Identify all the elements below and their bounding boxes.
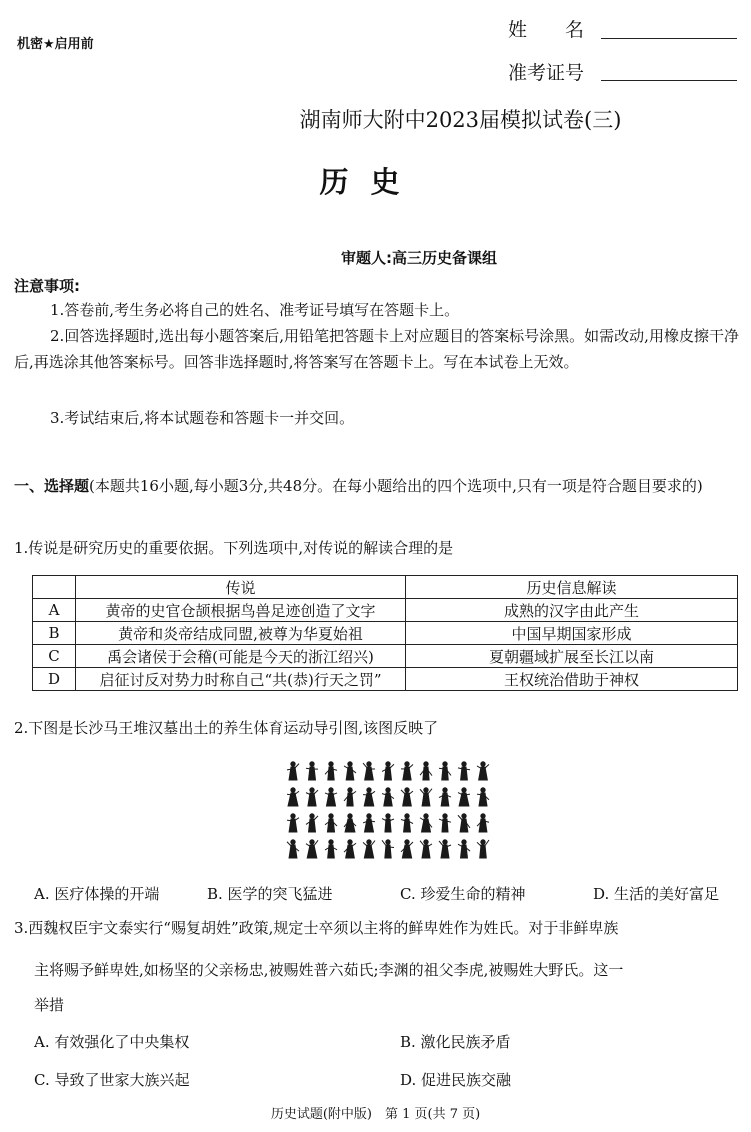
question-3-option-c[interactable]: C. 导致了世家大族兴起 bbox=[34, 1071, 190, 1089]
table-header-cell: 历史信息解读 bbox=[406, 576, 738, 599]
subject-title: 历史 bbox=[319, 165, 422, 199]
question-2-stem: 2.下图是长沙马王堆汉墓出土的养生体育运动导引图,该图反映了 bbox=[14, 719, 439, 737]
section-title: 一、选择题 bbox=[14, 477, 90, 495]
classified-label: 机密★启用前 bbox=[17, 37, 94, 52]
table-row bbox=[33, 668, 738, 691]
question-1-stem: 1.传说是研究历史的重要依据。下列选项中,对传说的解读合理的是 bbox=[14, 539, 454, 557]
section-heading bbox=[14, 462, 739, 510]
table-cell: B bbox=[33, 622, 76, 645]
question-2-option-d[interactable]: D. 生活的美好富足 bbox=[593, 885, 720, 903]
table-cell: 黄帝的史官仓颉根据鸟兽足迹创造了文字 bbox=[76, 599, 406, 622]
table-cell: D bbox=[33, 668, 76, 691]
notice-item-2: 2.回答选择题时,选出每小题答案后,用铅笔把答题卡上对应题目的答案标号涂黑。如需改动,用橡皮擦干净后,再选涂其他答案标号。回答非选择题时,将答案写在答题卡上。写在本试卷上无效。 bbox=[14, 327, 739, 371]
table-cell: 黄帝和炎帝结成同盟,被尊为华夏始祖 bbox=[76, 622, 406, 645]
table-cell: 夏朝疆域扩展至长江以南 bbox=[406, 645, 738, 668]
table-cell: 中国早期国家形成 bbox=[406, 622, 738, 645]
table-header-cell bbox=[33, 576, 76, 599]
reviewer-line: 审题人:高三历史备课组 bbox=[341, 249, 497, 267]
notice-title: 注意事项: bbox=[14, 277, 80, 295]
table-row bbox=[33, 622, 738, 645]
table-header-row bbox=[33, 576, 738, 599]
question-3-stem-line-3: 举措 bbox=[34, 996, 65, 1014]
exam-id-blank-line[interactable] bbox=[601, 80, 737, 81]
exam-id-label: 准考证号 bbox=[508, 62, 585, 84]
section-description: (本题共16小题,每小题3分,共48分。在每小题给出的四个选项中,只有一项是符合题目要求的) bbox=[89, 477, 703, 495]
daoyin-exercise-figure bbox=[283, 757, 493, 863]
notice-item-3: 3.考试结束后,将本试题卷和答题卡一并交回。 bbox=[50, 409, 355, 427]
table-cell: 王权统治借助于神权 bbox=[406, 668, 738, 691]
name-label: 姓 名 bbox=[508, 19, 585, 41]
question-2-option-b[interactable]: B. 医学的突飞猛进 bbox=[207, 885, 333, 903]
question-3-stem-line-1: 3.西魏权臣宇文泰实行“赐复胡姓”政策,规定士卒须以主将的鲜卑姓作为姓氏。对于非鲜卑族 bbox=[14, 919, 619, 937]
notice-item-1: 1.答卷前,考生务必将自己的姓名、准考证号填写在答题卡上。 bbox=[50, 301, 460, 319]
question-3-stem-line-2: 主将赐予鲜卑姓,如杨坚的父亲杨忠,被赐姓普六茹氏;李渊的祖父李虎,被赐姓大野氏。这一 bbox=[34, 961, 624, 979]
question-3-option-a[interactable]: A. 有效强化了中央集权 bbox=[34, 1033, 190, 1051]
table-cell: 启征讨反对势力时称自己“共(恭)行天之罚” bbox=[76, 668, 406, 691]
table-cell: A bbox=[33, 599, 76, 622]
question-1-table bbox=[32, 575, 738, 691]
question-2-option-a[interactable]: A. 医疗体操的开端 bbox=[34, 885, 160, 903]
table-cell: C bbox=[33, 645, 76, 668]
name-blank-line[interactable] bbox=[601, 38, 737, 39]
page-footer: 历史试题(附中版) 第 1 页(共 7 页) bbox=[270, 1107, 481, 1122]
question-2-option-c[interactable]: C. 珍爱生命的精神 bbox=[400, 885, 526, 903]
table-row bbox=[33, 645, 738, 668]
table-header-cell: 传说 bbox=[76, 576, 406, 599]
table-cell: 成熟的汉字由此产生 bbox=[406, 599, 738, 622]
exam-title: 湖南师大附中2023届模拟试卷(三) bbox=[299, 108, 622, 132]
table-row bbox=[33, 599, 738, 622]
question-3-option-d[interactable]: D. 促进民族交融 bbox=[400, 1071, 512, 1089]
question-3-option-b[interactable]: B. 激化民族矛盾 bbox=[400, 1033, 511, 1051]
table-cell: 禹会诸侯于会稽(可能是今天的浙江绍兴) bbox=[76, 645, 406, 668]
